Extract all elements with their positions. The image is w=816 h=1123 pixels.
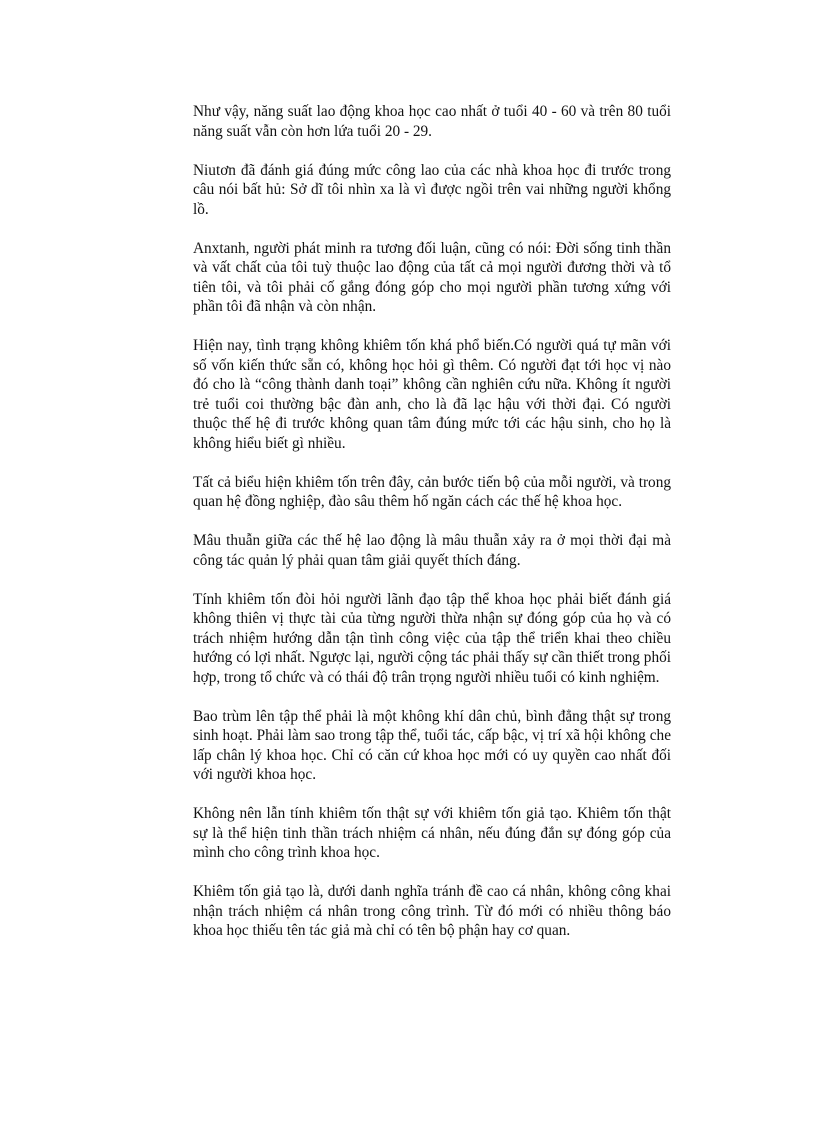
paragraph-generational-conflict: Mâu thuẫn giữa các thế hệ lao động là mâu thuẫn xảy ra ở mọi thời đại mà công tác quản lý phải quan tâm giải quyết thích đáng. <box>193 532 671 569</box>
paragraph-true-modesty: Không nên lẫn tính khiêm tốn thật sự với khiêm tốn giả tạo. Khiêm tốn thật sự là thể hiện tinh thần trách nhiệm cá nhân, nếu đúng đắn sự đóng góp của mình cho công trình khoa học. <box>193 805 671 861</box>
paragraph-democratic-atmosphere: Bao trùm lên tập thể phải là một không khí dân chủ, bình đẳng thật sự trong sinh hoạt. Phải làm sao trong tập thể, tuổi tác, cấp bậc, vị trí xã hội không che lấp chân lý khoa học. Chỉ có căn cứ khoa học mới có uy quyền cao nhất đối với người khoa học. <box>193 707 671 783</box>
paragraph-lack-of-modesty: Hiện nay, tình trạng không khiêm tốn khá phổ biến.Có người quá tự mãn với số vốn kiến thức sẵn có, không học hỏi gì thêm. Có người đạt tới học vị nào đó cho là “công thành danh toại” không cần nghiên cứu nữa. Không ít người trẻ tuổi coi thường bậc đàn anh, cho là đã lạc hậu với thời đại. Có người thuộc thế hệ đi trước không quan tâm đúng mức tới các hậu sinh, cho họ là không hiểu biết gì nhiều. <box>193 337 671 452</box>
paragraph-false-modesty: Khiêm tốn giả tạo là, dưới danh nghĩa tránh đề cao cá nhân, không công khai nhận trách nhiệm cá nhân trong công trình. Từ đó mới có nhiều thông báo khoa học thiếu tên tác giả mà chỉ có tên bộ phận hay cơ quan. <box>193 883 671 939</box>
paragraph-productivity-age: Như vậy, năng suất lao động khoa học cao nhất ở tuổi 40 - 60 và trên 80 tuổi năng suất vẫn còn hơn lứa tuổi 20 - 29. <box>193 103 671 140</box>
paragraph-consequences: Tất cả biểu hiện khiêm tốn trên đây, cản bước tiến bộ của mỗi người, và trong quan hệ đồng nghiệp, đào sâu thêm hố ngăn cách các thế hệ khoa học. <box>193 473 671 510</box>
paragraph-leadership-modesty: Tính khiêm tốn đòi hỏi người lãnh đạo tập thể khoa học phải biết đánh giá không thiên vị thực tài của từng người thừa nhận sự đóng góp của họ và có trách nhiệm hướng dẫn tận tình công việc của tập thể triển khai theo chiều hướng có lợi nhất. Ngược lại, người cộng tác phải thấy sự cần thiết trong phối hợp, trong tổ chức và có thái độ trân trọng người nhiều tuổi có kinh nghiệm. <box>193 590 671 686</box>
document-body <box>193 102 671 960</box>
paragraph-newton-quote: Niutơn đã đánh giá đúng mức công lao của các nhà khoa học đi trước trong câu nói bất hủ: Sở dĩ tôi nhìn xa là vì được ngồi trên vai những người khổng lồ. <box>193 161 671 218</box>
paragraph-einstein-quote: Anxtanh, người phát minh ra tương đối luận, cũng có nói: Đời sống tinh thần và vất chất của tôi tuỳ thuộc lao động của tất cả mọi người đương thời và tổ tiên tôi, và tôi phải cố gắng đóng góp cho mọi người phần tương xứng với phần tôi đã nhận và còn nhận. <box>193 239 671 315</box>
